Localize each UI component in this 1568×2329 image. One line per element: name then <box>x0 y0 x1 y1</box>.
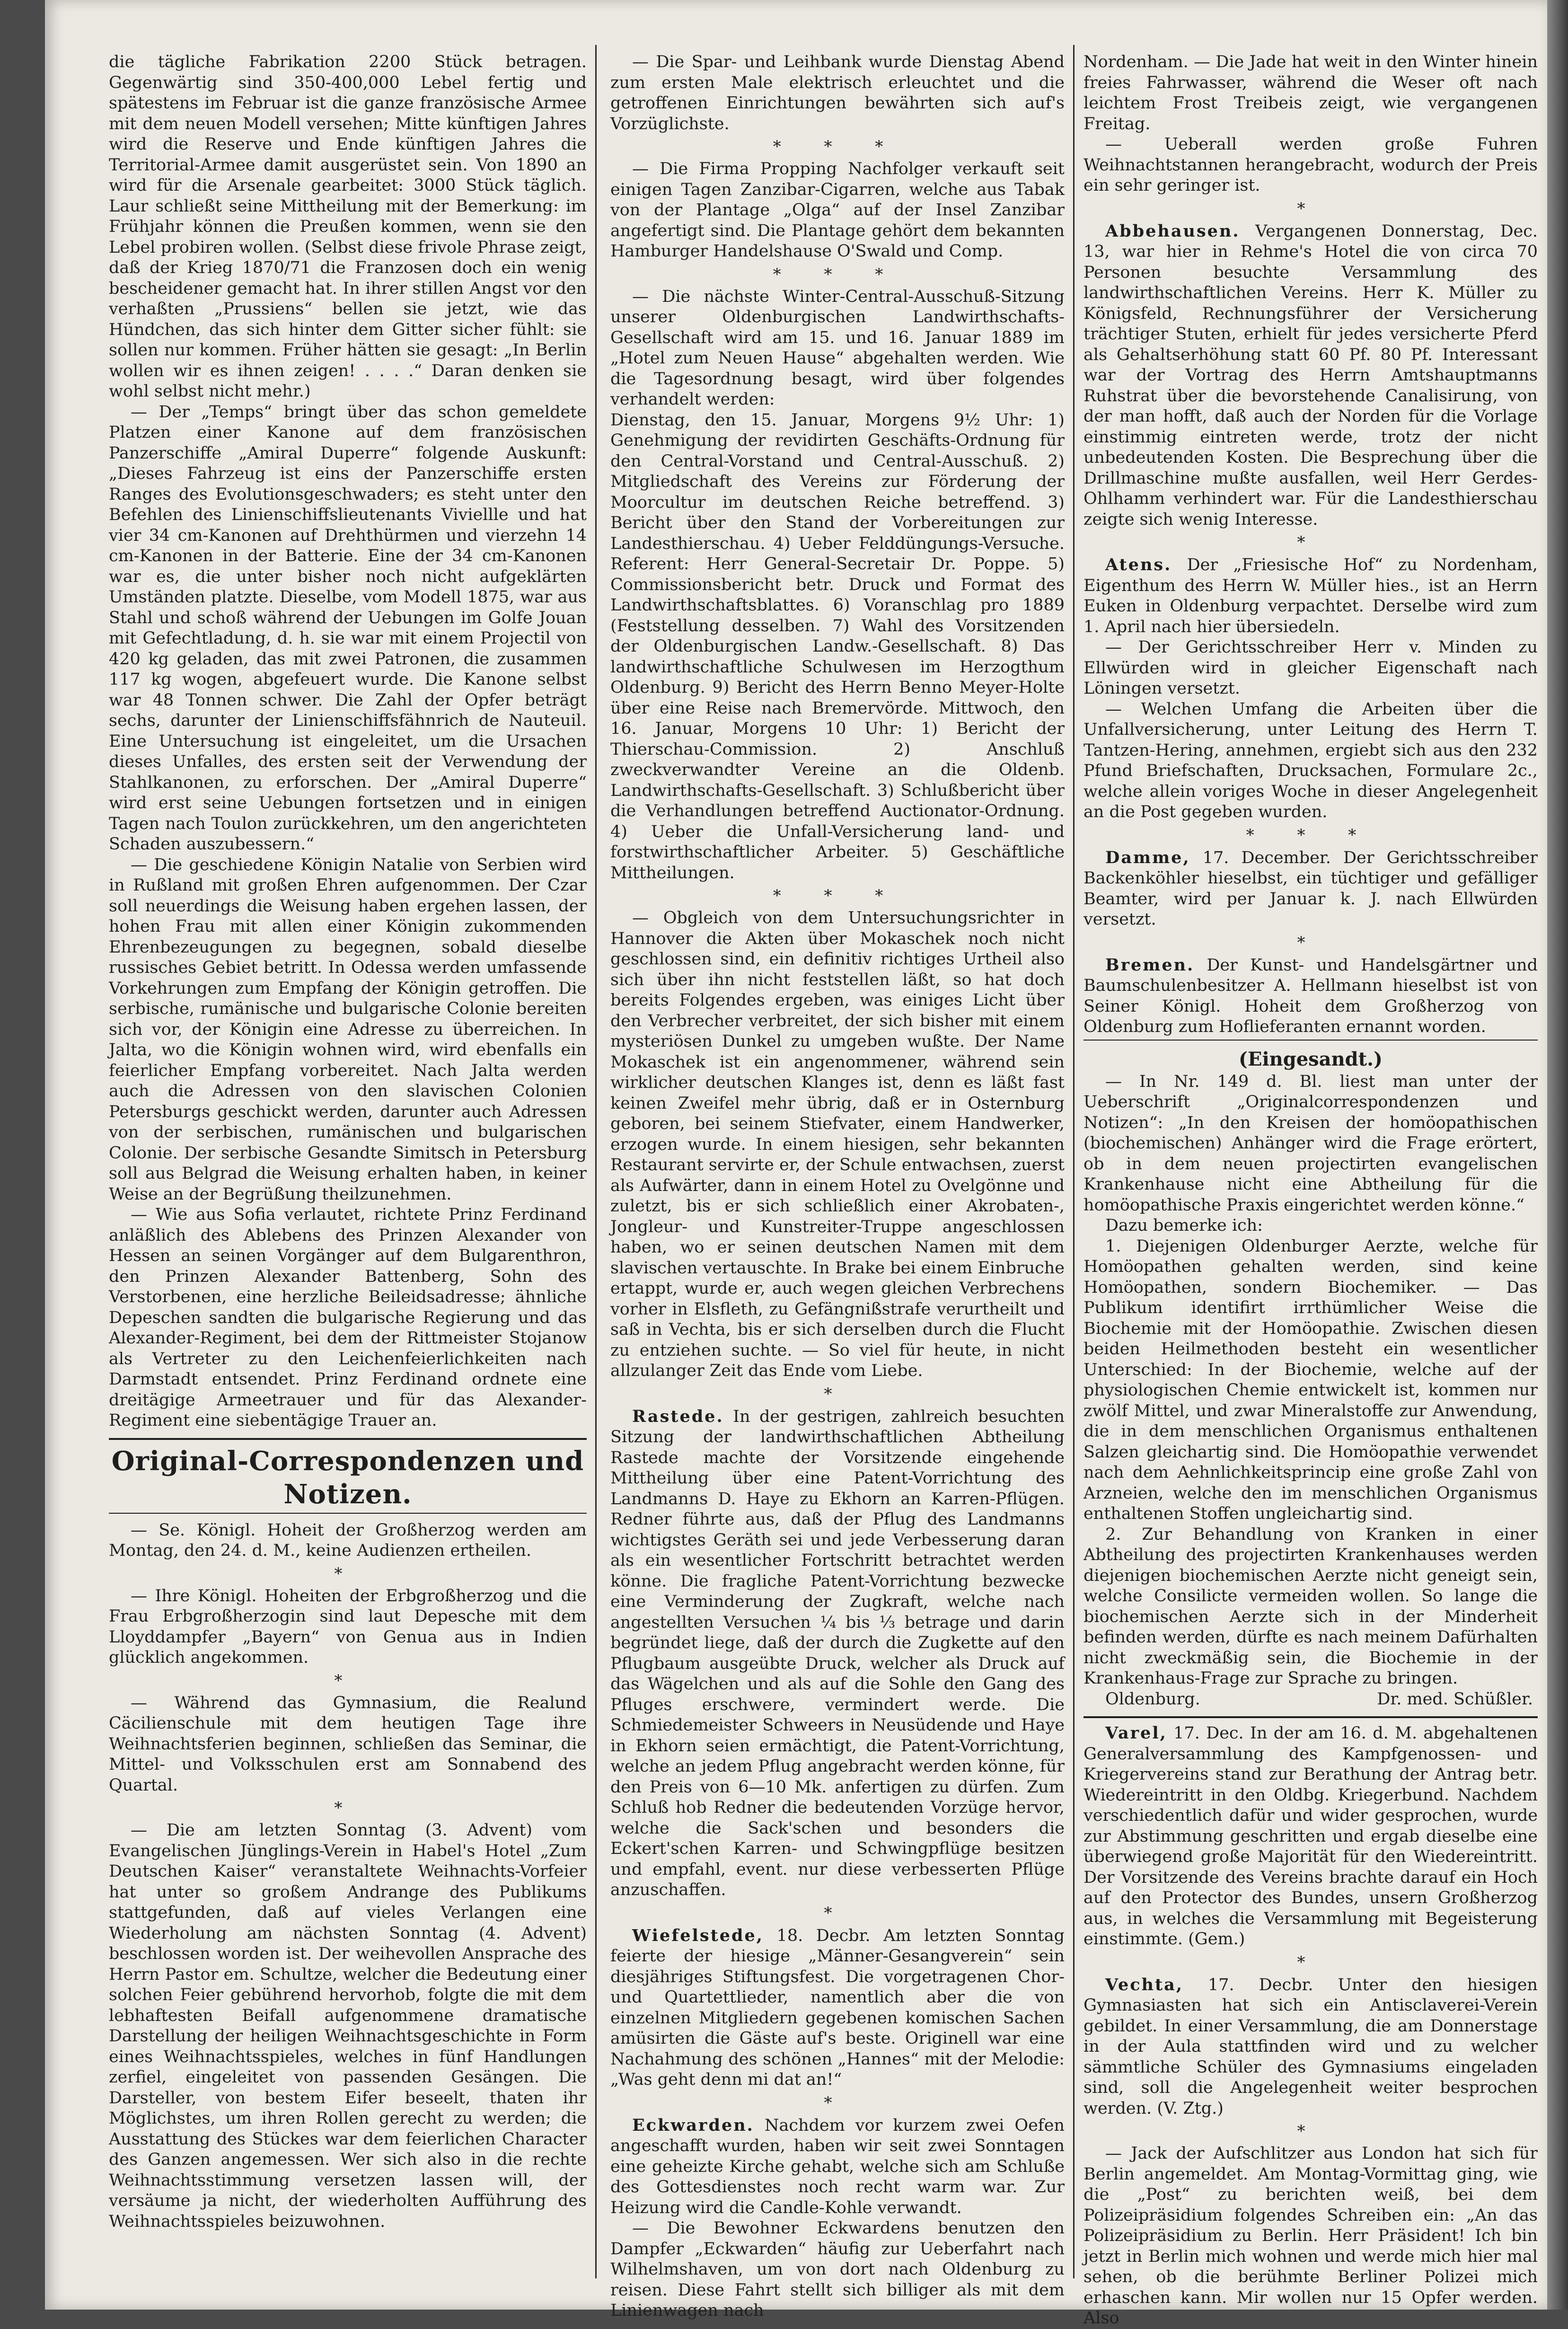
agenda-text: Dienstag, den 15. Januar, Morgens 9½ Uhr: 1) Genehmigung der revidirten Geschäfts-Ordnung für den Central-Vorstand und Central-Ausschuß. 2) Mitgliedschaft des Vereins zur Förderung der Moorcultur im deutschen Reiche betreffend. 3) Bericht über den Stand der Vorbereitungen zur Landesthierschau. 4) Ueber Felddüngungs-Versuche. Referent: Herr General-Secretair Dr. Poppe. 5) Commissionsbericht betr. Druck und Format des Landwirthschaftsblattes. 6) Voranschlag pro 1889 (Feststellung desselben. 7) Wahl des Vorsitzenden der Oldenburgischen Landw.-Gesellschaft. 8) Das landwirthschaftliche Schulwesen im Herzogthum Oldenburg. 9) Bericht des Herrn Benno Meyer-Holte über eine Reise nach Bremervörde. Mittwoch, den 16. Januar, Morgens 10 Uhr: 1) Bericht der Thierschau-Commission. 2) Anschluß zweckverwandter Vereine an die Oldenb. Landwirthschafts-Gesellschaft. 3) Schlußbericht über die Verhandlungen betreffend Auctionator-Ordnung. 4) Ueber die Unfall-Versicherung land- und forstwirthschaftlicher Arbeiter. 5) Geschäftliche Mittheilungen. <box>610 410 1065 882</box>
separator: * <box>1297 933 1324 952</box>
separator: * <box>824 1903 851 1923</box>
separator: * <box>824 1384 851 1403</box>
article-text <box>610 2115 1065 2219</box>
separator: * <box>1297 199 1324 218</box>
article-body: 17. December. Der Gerichtsschreiber Backenköhler hieselbst, ein tüchtiger und gefälliger Beamter, wird per Januar k. J. nach Ellwürden versetzt. <box>1084 848 1538 929</box>
dateline: Bremen. <box>1105 955 1195 975</box>
article-text <box>610 1406 1065 1901</box>
dateline: Rastede. <box>632 1406 724 1426</box>
separator: * <box>1297 1952 1324 1972</box>
separator: * * * <box>1246 825 1375 845</box>
dateline: Varel, <box>1105 1723 1167 1743</box>
separator: * * * <box>773 137 902 156</box>
column-rule-1 <box>595 45 597 2278</box>
article-text: — Während das Gymnasium, die Realund Cäcilienschule mit dem heutigen Tage ihre Weihnachtsferien beginnen, schließen das Seminar, die Mittel- und Volksschulen erst am Sonnabend des Quartal. <box>109 1693 587 1795</box>
article-body: Vergangenen Donnerstag, Dec. 13, war hier in Rehme's Hotel die von circa 70 Personen besuchte Versammlung des landwirthschaftlichen Vereins. Herr K. Müller zu Königsfeld, Rechnungsführer der Versicherung trächtiger Stuten, erhielt für jedes versicherte Pferd als Gehaltserhöhung statt 60 Pf. 80 Pf. Interessant war der Vortrag des Herrn Amtshauptmanns Ruhstrat über die bevorstehende Canalisirung, von der man hofft, daß auch der Norden für die Vorlage einstimmig eintreten werde, trotz der nicht unbedeutenden Kosten. Die Besprechung über die Drillmaschine mußte ausfallen, weil Herr Gerdes-Ohlhamm verhindert war. Für die Landesthierschau zeigte sich wenig Interesse. <box>1084 221 1538 529</box>
separator: * <box>334 1671 361 1690</box>
signature-name: Dr. med. Schüßler. <box>1377 1689 1533 1709</box>
dateline: Damme, <box>1105 847 1190 867</box>
article-text: — Wie aus Sofia verlautet, richtete Prinz Ferdinand anläßlich des Ablebens des Prinzen Alexander von Hessen an seinen Vorgänger auf dem Bulgarenthron, den Prinzen Alexander Battenberg, Sohn des Verstorbenen, eine herzliche Beileidsadresse; ähnliche Depeschen sandten die bulgarische Regierung und das Alexander-Regiment, bei dem der Rittmeister Stojanow als Vertreter zu den Leichenfeierlichkeiten nach Darmstadt entsendet. Prinz Ferdinand ordnete eine dreitägige Armeetrauer und für das Alexander-Regiment eine siebentägige Trauer an. <box>109 1205 587 1430</box>
column-rule-2 <box>1073 45 1075 2278</box>
article-text: — Die Bewohner Eckwardens benutzen den Dampfer „Eckwarden“ häufig zur Ueberfahrt nach Wilhelmshaven, um von dort nach Oldenburg zu reisen. Diese Fahrt stellt sich billiger als mit dem Linienwagen nach <box>610 2219 1065 2320</box>
column-2 <box>610 52 1065 2321</box>
article-body: Der Kunst- und Handelsgärtner und Baumschulenbesitzer A. Hellmann hieselbst ist von Seiner Königl. Hoheit dem Großherzog von Oldenburg zum Hoflieferanten ernannt worden. <box>1084 955 1538 1036</box>
article-text <box>1084 955 1538 1038</box>
separator: * * * <box>773 886 902 905</box>
article-text: — Die geschiedene Königin Natalie von Serbien wird in Rußland mit großen Ehren aufgenommen. Der Czar soll neuerdings die Weisung haben ergehen lassen, der hohen Frau mit allen einer Königin zukommenden Ehrenbezeugungen zu begegnen, sobald dieselbe russisches Gebiet betritt. In Odessa werden umfassende Vorkehrungen zum Empfang der Königin getroffen. Die serbische, rumänische und bulgarische Colonie bereiten sich vor, der Königin eine Adresse zu überreichen. In Jalta, wo die Königin wohnen wird, wird ebenfalls ein feierlicher Empfang vorbereitet. Nach Jalta werden auch die Adressen von den slavischen Colonien Petersburgs geschickt werden, darunter auch Adressen von der serbischen, rumänischen und bulgarischen Colonie. Der serbische Gesandte Simitsch in Petersburg soll aus Belgrad die Weisung erhalten haben, in keiner Weise an der Begrüßung theilzunehmen. <box>109 855 587 1204</box>
separator: * <box>1297 533 1324 552</box>
article-text: — Obgleich von dem Untersuchungsrichter in Hannover die Akten über Mokaschek noch nicht geschlossen sind, ein definitiv richtiges Urtheil also sich über ihn nicht feststellen läßt, so hat doch bereits Folgendes ergeben, was einiges Licht über den Verbrecher verbreitet, der sich bisher mit einem mysteriösen Dunkel zu umgeben wußte. Der Name Mokaschek ist ein angenommener, während sein wirklicher deutschen Klanges ist, denn es läßt fast keinen Zweifel mehr übrig, daß er in Osternburg geboren, bei seinem Stiefvater, einem Handwerker, erzogen wurde. In einem hiesigen, sehr bekannten Restaurant servirte er, der Schule entwachsen, zuerst als Aufwärter, dann in einem Hotel zu Ovelgönne und zuletzt, bis er sich schließlich einer Akrobaten-, Jongleur- und Kunstreiter-Truppe angeschlossen haben, wo er seinen deutschen Namen mit dem slavischen vertauschte. In Brake bei einem Einbruche ertappt, wurde er, auch wegen gleichen Verbrechens vorher in Elsfleth, zu Gefängnißstrafe verurtheilt und saß in Vechta, bis er sich derselben durch die Flucht zu entziehen suchte. — So viel für heute, in nicht allzulanger Zeit das Ende vom Liebe. <box>610 909 1065 1380</box>
article-text: — Ueberall werden große Fuhren Weihnachtstannen herangebracht, wodurch der Preis ein sehr geringer ist. <box>1084 135 1538 195</box>
article-text <box>1084 221 1538 530</box>
article-text: 2. Zur Behandlung von Kranken in einer Abtheilung des projectirten Krankenhauses werden diejenigen biochemischen Aerzte nicht geneigt sein, welche Consilicte vermeiden wollen. So lange die biochemischen Aerzte sich in der Minderheit befinden werden, dürfte es nach meinem Dafürhalten nicht zweckmäßig sein, die Biochemie in der Krankenhaus-Frage zur Sprache zu bringen. <box>1084 1525 1538 1688</box>
separator: * <box>824 2093 851 2112</box>
article-text: — Die nächste Winter-Central-Ausschuß-Sitzung unserer Oldenburgischen Landwirthschafts-Gesellschaft wird am 15. und 16. Januar 1889 im „Hotel zum Neuen Hause“ abgehalten werden. Wie die Tagesordnung besagt, wird über folgendes verhandelt werden: <box>610 287 1065 409</box>
eingesandt-header: (Eingesandt.) <box>1239 1048 1383 1070</box>
article-body: Der „Friesische Hof“ zu Nordenham, Eigenthum des Herrn W. Müller hies., ist an Herrn Euken in Oldenburg verpachtet. Derselbe wird zum 1. April nach hier übersiedeln. <box>1084 556 1538 636</box>
article-text: — Jack der Aufschlitzer aus London hat sich für Berlin angemeldet. Am Montag-Vormittag ging, wie die „Post“ zu berichten weiß, bei dem Polizeipräsidium folgendes Schreiben ein: „An das Polizeipräsidium zu Berlin. Herr Präsident! Ich bin jetzt in Berlin mich wohnen und werde mich hier mal sehen, ob die berühmte Berliner Polizei mich erhaschen kann. Mir wollen nur 15 Opfer werden. Also <box>1084 2144 1538 2328</box>
dateline: Atens. <box>1105 555 1172 574</box>
section-rule <box>109 1438 587 1440</box>
separator: * <box>334 1799 361 1817</box>
column-3 <box>1084 52 1538 2329</box>
article-text: — Se. Königl. Hoheit der Großherzog werden am Montag, den 24. d. M., keine Audienzen ertheilen. <box>109 1520 587 1560</box>
dateline: Abbehausen. <box>1105 221 1240 241</box>
article-text: — Welchen Umfang die Arbeiten über die Unfallversicherung, unter Leitung des Herrn T. Tantzen-Hering, annehmen, ergiebt sich aus den 232 Pfund Briefschaften, Drucksachen, Formulare 2c., welche allein voriges Woche in dieser Angelegenheit an die Post gegeben wurden. <box>1084 699 1538 821</box>
dateline: Wiefelstede, <box>632 1925 764 1945</box>
dateline: Vechta, <box>1105 1975 1183 1994</box>
article-text <box>1084 555 1538 637</box>
article-text: — Ihre Königl. Hoheiten der Erbgroßherzog und die Frau Erbgroßherzogin sind laut Depesche mit dem Lloyddampfer „Bayern“ von Genua aus in Indien glücklich angekommen. <box>109 1586 587 1667</box>
article-body: Nachdem vor kurzem zwei Oefen angeschafft wurden, haben wir seit zwei Sonntagen eine geheizte Kirche gehabt, welche sich am Schluße des Gottesdienstes noch recht warm war. Zur Heizung wird die Candle-Kohle verwandt. <box>610 2116 1065 2217</box>
section-rule <box>109 1513 587 1514</box>
article-body: 17. Decbr. Unter den hiesigen Gymnasiasten hat sich ein Antisclaverei-Verein gebildet. In einer Versammlung, die am Donnerstage in der Aula stattfinden wird und zu welcher sämmtliche Schüler des Gymnasiums eingeladen sind, soll die Angelegenheit weiter besprochen werden. (V. Ztg.) <box>1084 1975 1538 2118</box>
article-text: Nordenham. — Die Jade hat weit in den Winter hinein freies Fahrwasser, während die Weser oft nach leichtem Frost Treibeis zeigt, wie vergangenen Freitag. <box>1084 53 1538 133</box>
article-body: In der gestrigen, zahlreich besuchten Sitzung der landwirthschaftlichen Abtheilung Rastede machte der Vorsitzende eingehende Mittheilung über eine Patent-Vorrichtung des Landmanns D. Haye zu Ekhorn an Karren-Pflügen. Redner führte aus, daß der Pflug des Landmanns wichtigstes Geräth sei und jede Verbesserung daran als ein wesentlicher Fortschritt betrachtet werden könne. Die fragliche Patent-Vorrichtung bezwecke eine Verminderung der Zugkraft, welche nach angestellten Versuchen ¼ bis ⅓ betrage und darin begründet liege, daß der durch die Zugkette auf den Pflugbaum ausgeübte Druck, welcher als Druck auf das Wägelchen und als auf die Sohle den Gang des Pfluges erschwere, vermindert werde. Die Schmiedemeister Schweers in Neusüdende und Haye in Ekhorn seien ermächtigt, die Patent-Vorrichtung, welche an jedem Pflug angebracht werden könne, für den Preis von 6—10 Mk. anfertigen zu dürfen. Zum Schluß hob Redner die bedeutenden Vorzüge hervor, welche die Sack'schen und besonders die Eckert'schen Karren- und Schwingpflüge besitzen und empfahl, event. nur diese verbesserten Pflüge anzuschaffen. <box>610 1407 1065 1899</box>
separator: * * * <box>773 265 902 284</box>
article-text: — Der „Temps“ bringt über das schon gemeldete Platzen einer Kanone auf dem französischen Panzerschiffe „Amiral Duperre“ folgende Auskunft: „Dieses Fahrzeug ist eins der Panzerschiffe ersten Ranges des Evolutionsgeschwaders; es steht unter den Befehlen des Linienschiffslieutenants Viviellle und hat vier 34 cm-Kanonen auf Drehthürmen und vierzehn 14 cm-Kanonen in der Batterie. Eine der 34 cm-Kanonen war es, die unter bisher noch nicht aufgeklärten Umständen platzte. Dieselbe, vom Modell 1875, war aus Stahl und schoß während der Uebungen im Golfe Jouan mit Gefechtladung, d. h. sie war mit einem Projectil von 420 kg geladen, das mit zwei Patronen, die zusammen 117 kg wogen, abgefeuert wurde. Die Kanone selbst war 48 Tonnen schwer. Die Zahl der Opfer beträgt sechs, darunter der Linienschiffsfähnrich de Nauteuil. Eine Untersuchung ist eingeleitet, um die Ursachen dieses Unfalles, des ersten seit der Verwendung der Stahlkanonen, zu erforschen. Der „Amiral Duperre“ wird erst seine Uebungen fortsetzen und in einigen Tagen nach Toulon zurückkehren, um den angerichteten Schaden auszubessern.“ <box>109 402 587 854</box>
article-text: Dazu bemerke ich: <box>1105 1216 1263 1235</box>
article-text: 1. Diejenigen Oldenburger Aerzte, welche für Homöopathen gehalten werden, sind keine Homöopathen, sondern Biochemiker. — Das Publikum identifirt irrthümlicher Weise die Biochemie mit der Homöopathie. Zwischen diesen beiden Heilmethoden besteht ein wesentlicher Unterschied: In der Biochemie, welche auf der physiologischen Chemie entwickelt ist, kommen nur zwölf Mittel, und zwar Mineralstoffe zur Anwendung, die in dem menschlichen Organismus enthaltenen Salzen gleichartig sind. Die Homöopathie verwendet nach dem Aehnlichkeitsprincip eine große Zahl von Arzneien, welche den im menschlichen Organismus enthaltenen Stoffen ungleichartig sind. <box>1084 1236 1538 1523</box>
article-body: 18. Decbr. Am letzten Sonntag feierte der hiesige „Männer-Gesangverein“ sein diesjähriges Stiftungsfest. Die vorgetragenen Chor- und Quartettlieder, namentlich aber die von einzelnen Mitgliedern gegebenen komischen Sachen amüsirten die Gäste auf's beste. Originell war eine Nachahmung des schönen „Hannes“ mit der Melodie: „Was geht denn mi dat an!“ <box>610 1926 1065 2089</box>
article-text: — Der Gerichtsschreiber Herr v. Minden zu Ellwürden wird in gleicher Eigenschaft nach Löningen versetzt. <box>1084 638 1538 698</box>
separator: * <box>1297 2122 1324 2141</box>
section-rule <box>1084 1716 1538 1718</box>
signature-place: Oldenburg. <box>1105 1689 1200 1709</box>
article-text <box>1084 1723 1538 1950</box>
separator: * <box>334 1564 361 1583</box>
article-body: 17. Dec. In der am 16. d. M. abgehaltenen Generalversammlung des Kampfgenossen- und Kriegervereins stand zur Berathung der Antrag betr. Wiedereintritt in den Oldbg. Kriegerbund. Nachdem verschiedentlich dafür und wider gesprochen, wurde zur Abstimmung geschritten und ergab dieselbe eine überwiegend große Majorität für den Wiedereintritt. Der Vorsitzende des Vereins brachte darauf ein Hoch auf den Protector des Bundes, unsern Großherzog aus, in welches die Versammlung mit Begeisterung einstimmte. (Gem.) <box>1084 1724 1538 1949</box>
article-text: — Die am letzten Sonntag (3. Advent) vom Evangelischen Jünglings-Verein in Habel's Hotel „Zum Deutschen Kaiser“ veranstaltete Weihnachts-Vorfeier hat unter so großem Andrange des Publikums stattgefunden, daß auf vieles Verlangen eine Wiederholung am nächsten Sonntag (4. Advent) beschlossen worden ist. Der weihevollen Ansprache des Herrn Pastor em. Schultze, welcher die Bedeutung einer solchen Feier gebührend hervorhob, folgte die mit dem lebhaftesten Beifall aufgenommene dramatische Darstellung der heiligen Weihnachtsgeschichte in Form eines Weihnachtsspieles, welches in fünf Handlungen zerfiel, eingeleitet von passenden Gesängen. Die Darsteller, von bestem Eifer beseelt, thaten ihr Möglichstes, um ihren Rollen gerecht zu werden; die Ausstattung des Stückes war dem feierlichen Character des Ganzen angemessen. Wer sich also in die rechte Weihnachtsstimmung versetzen lassen will, der versäume ja nicht, der wiederholten Aufführung des Weihnachtsspieles beizuwohnen. <box>109 1821 587 2231</box>
article-text <box>610 1925 1065 2091</box>
article-text: — In Nr. 149 d. Bl. liest man unter der Ueberschrift „Originalcorrespondenzen und Notizen“: „In den Kreisen der homöopathischen (biochemischen) Anhänger wird die Frage erörtert, ob in dem neuen projectirten evangelischen Krankenhause nicht eine Abtheilung für die homöopathische Praxis eingerichtet werden könne.“ <box>1084 1072 1538 1215</box>
article-text <box>1084 1975 1538 2119</box>
column-1 <box>109 52 587 2232</box>
section-rule <box>1084 1040 1538 1041</box>
article-text <box>1084 847 1538 930</box>
section-header: Original-Correspondenzen und Notizen. <box>111 1445 584 1510</box>
article-text: — Die Firma Propping Nachfolger verkauft seit einigen Tagen Zanzibar-Cigarren, welche aus Tabak von der Plantage „Olga“ auf der Insel Zanzibar angefertigt sind. Die Plantage gehört dem bekannten Hamburger Handelshause O'Swald und Comp. <box>610 159 1065 261</box>
dateline: Eckwarden. <box>632 2115 754 2135</box>
signature-line <box>1084 1689 1538 1710</box>
page-edge <box>1547 0 1568 2310</box>
article-text: — Die Spar- und Leihbank wurde Dienstag Abend zum ersten Male elektrisch erleuchtet und die getroffenen Einrichtungen bewährten sich auf's Vorzüglichste. <box>610 53 1065 133</box>
article-text: die tägliche Fabrikation 2200 Stück betragen. Gegenwärtig sind 350-400,000 Lebel fertig und spätestens im Februar ist die ganze französische Armee mit dem neuen Modell versehen; Mitte künftigen Jahres wird die Reserve und Ende künftigen Jahres die Territorial-Armee damit ausgerüstet sein. Von 1890 an wird für die Arsenale gearbeitet: 3000 Stück täglich. Laur schließt seine Mittheilung mit der Bemerkung: im Frühjahr können die Preußen kommen, wenn sie den Lebel probiren wollen. (Selbst diese frivole Phrase zeigt, daß der Krieg 1870/71 die Franzosen doch ein wenig bescheidener gemacht hat. In ihrer stillen Angst vor den verhaßten „Prussiens“ bellen sie jetzt, wie das Hündchen, das sich hinter dem Gitter sicher fühlt: sie sollen nur kommen. Früher hätten sie gesagt: „In Berlin wollen wir es ihnen zeigen! . . . .“ Daran denken sie wohl selbst nicht mehr.) <box>109 53 587 401</box>
